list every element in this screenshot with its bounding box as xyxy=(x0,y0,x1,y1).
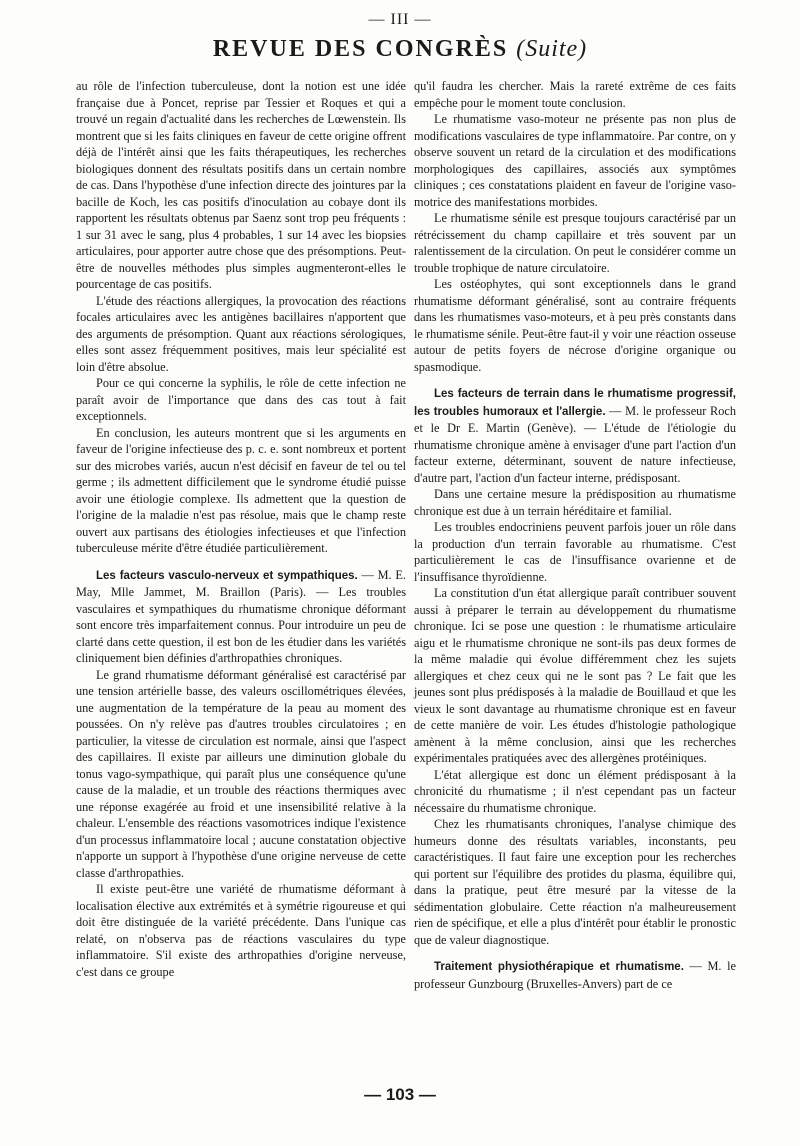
paragraph: Les ostéophytes, qui sont exceptionnels dans le grand rhumatisme déformant généralisé, sont au contraire fréquents dans les rhumatismes vaso-moteurs, et à peu près constants dans le rhumatisme sénile. Peut-être faut-il y voir une réaction osseuse autour de petits foyers de nécrose d'origine organique ou spasmodique. xyxy=(414,277,736,374)
paragraph: Le rhumatisme vaso-moteur ne présente pas non plus de modifications vasculaires de type inflammatoire. Par contre, on y observe souvent un retard de la circulation et des modifications morphologiques des capillaires, associés aux symptômes cliniques ; ces constatations plaident en faveur de l'origine vaso-motrice des manifestations morbides. xyxy=(414,112,736,209)
section-facteurs-terrain xyxy=(414,385,736,486)
paragraph: Le grand rhumatisme déformant généralisé est caractérisé par une tension artérielle basse, des valeurs oscillométriques élevées, une augmentation de la température de la peau au moment des poussées. On n'y relève pas d'autres troubles circulatoires ; en particulier, la vitesse de circulation est normale, ainsi que l'aspect des capillaires. Il existe par ailleurs une diminution globale du tonus vago-sympathique, qui paraît plus une conséquence qu'une cause de la maladie, et un trouble des réactions thermiques avec une réponse exagérée au froid et une insensibilité relative à la chaleur. L'ensemble des réactions vasomotrices indique l'existence d'un processus inflammatoire local ; aucune constatation objective n'apporte un support à l'hypothèse d'une origine nerveuse de cette classe d'arthropathies. xyxy=(76,667,406,880)
paragraph: Les troubles vasculaires et sympathiques du rhumatisme chronique déformant sont encore très imparfaitement connus. Pour introduire un peu de clarté dans cette question, il est bon de les étudier dans les variétés cliniquement bien définies d'arthropathies chroniques. xyxy=(76,585,406,665)
paragraph: En conclusion, les auteurs montrent que si les arguments en faveur de l'origine infectieuse des p. c. e. sont nombreux et portent sur des microbes variés, aucun n'est décisif en faveur de tel ou tel germe ; ils admettent difficilement que le syndrome étudié puisse avoir une étiologie complexe. Ils admettent que la question de l'origine de la maladie n'est pas résolue, mais que le champ reste ouvert aux partisans des étiologies infectieuses et que l'infection tuberculeuse mérite d'être étudiée particulièrement. xyxy=(76,425,406,555)
section-traitement xyxy=(414,958,736,992)
paragraph: — M. le professeur Gunzbourg (Bruxelles-Anvers) part de ce xyxy=(414,959,737,991)
page-number: — 103 — xyxy=(364,1085,436,1104)
paragraph: au rôle de l'infection tuberculeuse, dont la notion est une idée française due à Poncet, reprise par Tessier et Roques et qui a trouvé un regain d'actualité dans les recherches de Lœwenstein. Ils montrent que si les faits cliniques en faveur de cette origine offrent déjà de l'intérêt ainsi que les faits thérapeutiques, les recherches biologiques donnent des résultats positifs dans un certain nombre de cas. Dans l'hypothèse d'une infection directe des jointures par la bacille de Koch, les cas positifs d'inoculation au cobaye dont ils rapportent les résultats obtenus par Saenz sont trop peu fréquents : 1 sur 31 avec le sang, plus 4 probables, 1 sur 14 avec les biopsies articulaires, pour apporter autre chose que des présomptions. Peut-être de nouvelles méthodes plus simples augmenteront-elles le pourcentage de cas positifs. xyxy=(76,79,406,291)
paragraph: L'étude de l'étiologie du rhumatisme chronique amène à envisager d'une part l'action d'un facteur externe, déterminant, souvent de nature infectieuse, d'autre part, l'action d'un facteur interne, prédisposant. xyxy=(414,421,736,485)
paragraph: Dans une certaine mesure la prédisposition au rhumatisme chronique est due à un terrain héréditaire et familial. xyxy=(414,487,736,518)
header-title: REVUE DES CONGRÈS xyxy=(212,36,509,62)
right-column xyxy=(414,78,736,992)
roman-page-number: — III — xyxy=(368,11,432,28)
left-column xyxy=(76,78,406,980)
paragraph: Chez les rhumatisants chroniques, l'analyse chimique des humeurs donne des résultats variables, inconstants, peu caractéristiques. Il faut faire une exception pour les recherches qui portent sur l'équilibre des protides du plasma, équilibre qui, dans la pratique, peut être mesuré par la vitesse de la sédimentation globulaire. Cette réaction n'a malheureusement rien de spécifique, et elle a plus d'intérêt pour établir le pronostic que de valeur diagnostique. xyxy=(414,817,736,947)
header-suite: (Suite) xyxy=(516,36,588,62)
paragraph: Le rhumatisme sénile est presque toujours caractérisé par un rétrécissement du champ capillaire et très souvent par un ralentissement de la circulation. On peut le considérer comme un trouble trophique de nature circulatoire. xyxy=(414,211,736,275)
paragraph: Pour ce qui concerne la syphilis, le rôle de cette infection ne paraît avoir de l'importance que dans des cas tout à fait exceptionnels. xyxy=(76,376,406,423)
section-authors: — M. E. May, Mlle Jammet, M. Braillon (Paris). — xyxy=(76,567,406,599)
page-header xyxy=(0,34,800,64)
paragraph: La constitution d'un état allergique paraît contribuer souvent aussi à préparer le terrain au développement du rhumatisme chronique. Ici se pose une question : le rhumatisme articulaire aigu et le rhumatisme chronique ne sont-ils pas deux formes de la même maladie qui évolue différemment chez les sujets allergiques et chez ceux qui ne le sont pas ? Le fait que les jeunes sont plus prédisposés à la maladie de Bouillaud et que les vieux le sont davantage au rhumatisme chronique est en faveur de cette manière de voir. Les études d'histologie pathologique amènent à la même conclusion, ainsi que les recherches expérimentales pratiquées avec des allergènes protéiniques. xyxy=(414,586,736,765)
paragraph: L'état allergique est donc un élément prédisposant à la chronicité du rhumatisme ; il n'est cependant pas un facteur nécessaire du rhumatisme chronique. xyxy=(414,767,736,815)
paragraph: Les troubles endocriniens peuvent parfois jouer un rôle dans la production d'un terrain favorable au rhumatisme. C'est particulièrement le cas de l'insuffisance ovarienne et de l'insuffisance thyroïdienne. xyxy=(414,520,736,584)
section-vasculo-nerveux xyxy=(76,567,406,667)
section-title: Les facteurs vasculo-nerveux et sympathiques. xyxy=(96,569,358,582)
section-authors: — M. le professeur Roch et le Dr E. Martin (Genève). — xyxy=(414,403,736,435)
paragraph: Il existe peut-être une variété de rhumatisme déformant à localisation élective aux extrémités et à symétrie rigoureuse et qui doit être distinguée de la variété précédente. Dans l'unique cas relaté, on n'observa pas de réactions vasculaires du type inflammatoire. S'il existe des arthropathies d'origine nerveuse, c'est dans ce groupe xyxy=(76,882,406,979)
section-title: Traitement physiothérapique et rhumatisme. xyxy=(434,961,684,973)
paragraph: qu'il faudra les chercher. Mais la rareté extrême de ces faits empêche pour le moment toute conclusion. xyxy=(414,79,736,110)
section-title: Les facteurs de terrain dans le rhumatisme progressif, les troubles humoraux et l'allergie. xyxy=(414,388,736,418)
paragraph: L'étude des réactions allergiques, la provocation des réactions focales articulaires avec les antigènes bacillaires n'apportent que des arguments de présomption. Quant aux réactions sérologiques, elles sont assez fréquemment positives, mais leur spécialité est loin d'être absolue. xyxy=(76,293,406,374)
